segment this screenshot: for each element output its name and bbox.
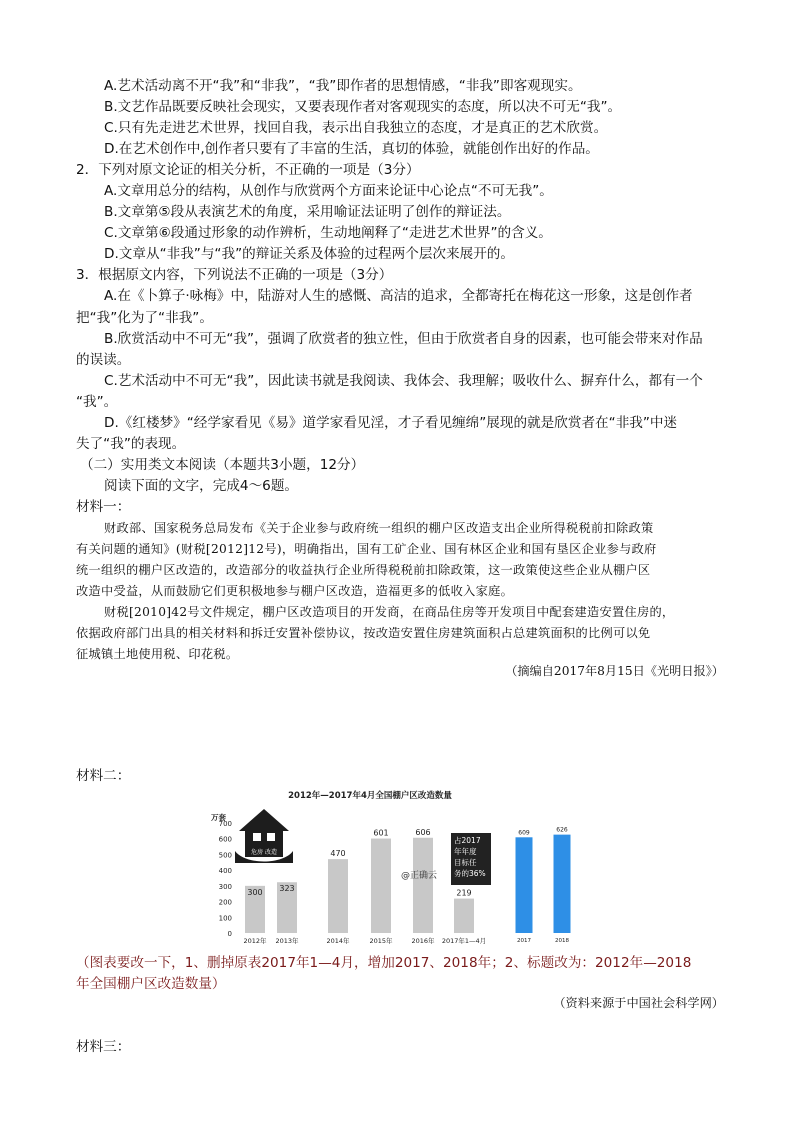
bar-value-label: 606 <box>415 827 431 837</box>
q3-option-d-line2: 失了“我”的表现。 <box>76 436 186 452</box>
q3-stem: 3．根据原文内容，下列说法不正确的一项是（3分） <box>76 267 393 283</box>
material1-p2-line2: 依据政府部门出具的相关材料和拆迁安置补偿协议，按改造安置住房建筑面积占总建筑面积的比例可以免 <box>76 626 651 640</box>
material2-note-line2: 年全国棚户区改造数量） <box>76 976 226 992</box>
bar <box>413 838 433 933</box>
chart-secondary-x-axis <box>517 938 569 944</box>
x-tick-label: 2014年 <box>326 937 350 945</box>
secondary-bar-value-label: 609 <box>518 829 530 837</box>
q2-option-a: A.文章用总分的结构，从创作与欣赏两个方面来论证中心论点“不可无我”。 <box>104 183 553 199</box>
material1-p2-line3: 征城镇土地使用税、印花税。 <box>76 647 239 661</box>
q3-option-b-line2: 的误读。 <box>76 352 131 368</box>
secondary-bar-value-label: 626 <box>556 826 568 834</box>
y-tick-label: 200 <box>218 898 232 907</box>
y-tick-label: 700 <box>218 820 232 828</box>
bar-value-label: 219 <box>456 888 472 898</box>
y-tick-label: 400 <box>218 867 232 876</box>
material1-p1-line2: 有关问题的通知》(财税[2012]12号)，明确指出，国有工矿企业、国有林区企业和国有垦区企业参与政府 <box>76 542 657 556</box>
y-tick-label: 300 <box>218 882 232 891</box>
material1-p1-line4: 改造中受益，从而鼓励它们更积极地参与棚户区改造，造福更多的低收入家庭。 <box>76 584 514 598</box>
secondary-bar <box>554 835 571 933</box>
y-tick-label: 600 <box>218 835 232 844</box>
q1-option-b: B.文艺作品既要反映社会现实，又要表现作者对客观现实的态度，所以决不可无“我”。 <box>104 99 622 115</box>
q1-option-d: D.在艺术创作中,创作者只要有了丰富的生活，真切的体验，就能创作出好的作品。 <box>104 141 599 157</box>
material1-source: （摘编自2017年8月15日《光明日报》） <box>505 664 724 678</box>
secondary-x-tick-label: 2018 <box>555 938 569 944</box>
bar-value-label: 300 <box>247 887 263 897</box>
material2-source: （资料来源于中国社会科学网） <box>553 996 724 1010</box>
q3-option-c-line1: C.艺术活动中不可无“我”，因此读书就是我阅读、我体会、我理解；吸收什么、摒弃什么，都有一个 <box>104 373 703 389</box>
x-tick-label: 2016年 <box>411 937 435 945</box>
material1-p1-line3: 统一组织的棚户区改造的，改造部分的收益执行企业所得税税前扣除政策，这一政策使这些企业从棚户区 <box>76 563 651 577</box>
secondary-x-tick-label: 2017 <box>517 938 531 944</box>
bar-value-label: 323 <box>279 884 295 894</box>
house-icon-label: 危房 改造 <box>251 849 277 856</box>
material3-label: 材料三： <box>76 1039 131 1055</box>
x-tick-label: 2015年 <box>369 937 393 945</box>
chart-title: 2012年—2017年4月全国棚户区改造数量 <box>288 791 452 801</box>
q2-option-c: C.文章第⑥段通过形象的动作辨析，生动地阐释了“走进艺术世界”的含义。 <box>104 225 552 241</box>
section-instruction: 阅读下面的文字，完成4～6题。 <box>104 478 299 494</box>
y-tick-label: 0 <box>227 930 232 938</box>
q3-option-a-line2: 把“我”化为了“非我”。 <box>76 310 213 326</box>
q2-stem: 2．下列对原文论证的相关分析，不正确的一项是（3分） <box>76 162 420 178</box>
chart-callout-text: 占2017 年年度目标任务的36% <box>454 836 486 878</box>
x-tick-label: 2013年 <box>275 937 299 945</box>
q3-option-c-line2: “我”。 <box>76 394 118 410</box>
material1-p2-line1: 财税[2010]42号文件规定，棚户区改造项目的开发商，在商品住房等开发项目中配套建造安置住房的， <box>104 605 675 619</box>
bar-value-label: 601 <box>373 828 389 838</box>
section-heading: （二）实用类文本阅读（本题共3小题，12分） <box>80 457 365 473</box>
q2-option-d: D.文章从“非我”与“我”的辩证关系及体验的过程两个层次来展开的。 <box>104 246 514 262</box>
x-tick-label: 2012年 <box>243 937 267 945</box>
x-tick-label: 2017年1—4月 <box>441 937 487 945</box>
q1-option-a: A.艺术活动离不开“我”和“非我”，“我”即作者的思想情感，“非我”即客观现实。 <box>104 78 582 94</box>
material2-label: 材料二： <box>76 768 131 784</box>
bar <box>371 839 391 933</box>
material2-note-line1: （图表要改一下，1、删掉原表2017年1—4月，增加2017、2018年；2、标题改为：2012年—2018 <box>76 955 692 971</box>
chart-y-axis-label: 万套 <box>211 813 226 822</box>
material1-label: 材料一： <box>76 499 131 515</box>
q2-option-b: B.文章第⑤段从表演艺术的角度，采用喻证法证明了创作的辩证法。 <box>104 204 511 220</box>
q3-option-d-line1: D.《红楼梦》“经学家看见《易》道学家看见淫，才子看见缠绵”展现的就是欣赏者在“非我”中迷 <box>104 415 678 431</box>
chart-callout <box>451 833 491 885</box>
chart-x-axis <box>243 936 486 945</box>
bar <box>454 899 474 933</box>
q3-option-a-line1: A.在《卜算子·咏梅》中，陆游对人生的感慨、高洁的追求，全都寄托在梅花这一形象，这是创作者 <box>104 288 693 304</box>
y-tick-label: 100 <box>218 914 232 923</box>
secondary-bar <box>516 837 533 933</box>
material1-p1-line1: 财政部、国家税务总局发布《关于企业参与政府统一组织的棚户区改造支出企业所得税税前扣除政策 <box>104 521 654 535</box>
q1-option-c: C.只有先走进艺术世界，找回自我，表示出自我独立的态度，才是真正的艺术欣赏。 <box>104 120 608 136</box>
chart-watermark: @正确云 <box>401 871 438 881</box>
bar-value-label: 470 <box>330 849 346 859</box>
chart-secondary-bars <box>516 827 571 933</box>
bar-chart <box>205 785 590 945</box>
bar <box>328 859 348 933</box>
chart-y-axis <box>219 820 232 938</box>
house-icon <box>235 809 293 863</box>
y-tick-label: 500 <box>218 851 232 860</box>
q3-option-b-line1: B.欣赏活动中不可无“我”，强调了欣赏者的独立性，但由于欣赏者自身的因素，也可能会带来对作品 <box>104 331 703 347</box>
